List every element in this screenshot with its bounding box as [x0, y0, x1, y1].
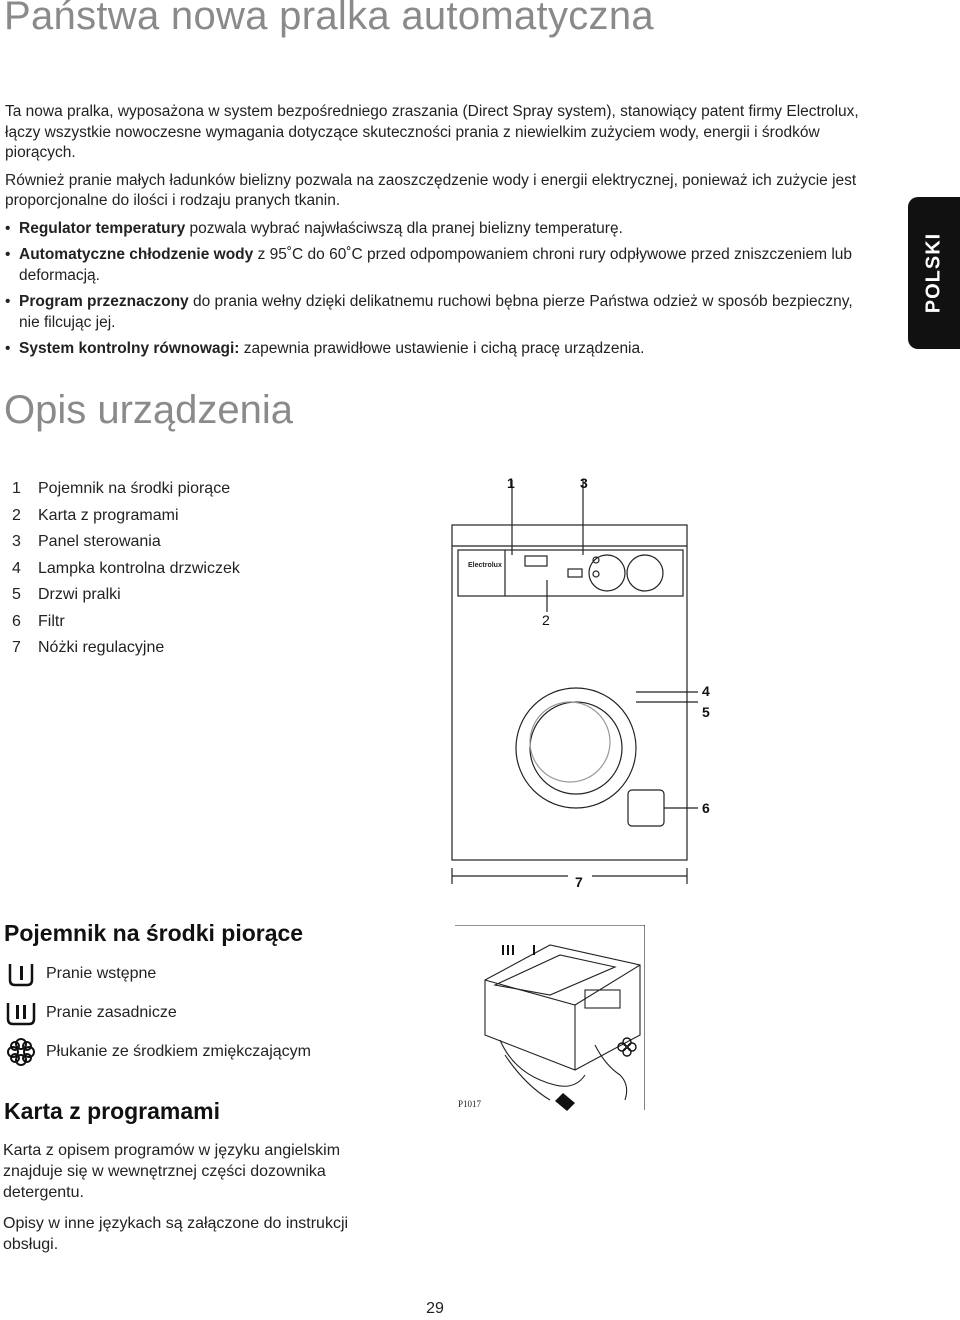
part-number: 3 — [12, 533, 21, 550]
callout-7: 7 — [575, 874, 583, 890]
parts-list — [12, 476, 240, 662]
program-card-text — [3, 1140, 403, 1265]
filter-cover — [628, 790, 664, 826]
feature-text: pozwala wybrać najwłaściwszą dla pranej bielizny temperaturę. — [185, 219, 623, 237]
callout-4: 4 — [702, 683, 710, 699]
program-card-title: Karta z programami — [4, 1098, 221, 1124]
part-number: 1 — [12, 480, 21, 497]
prewash-icon — [4, 960, 40, 988]
legend-label: Pranie zasadnicze — [46, 1004, 177, 1021]
legend-label: Płukanie ze środkiem zmiękczającym — [46, 1043, 311, 1060]
part-label: Lampka kontrolna drzwiczek — [38, 559, 240, 577]
feature-name: System kontrolny równowagi: — [19, 340, 240, 357]
legend-softener — [4, 1036, 311, 1068]
callout-5: 5 — [702, 704, 710, 720]
part-label: Panel sterowania — [38, 533, 161, 550]
feature-name: Regulator temperatury — [19, 219, 186, 237]
part-label: Filtr — [38, 612, 65, 630]
feature-text: do prania wełny dzięki delikatnemu ruchowi bębna pierze Państwa odzież w sposób bezpieczny, nie filcując jej. — [19, 293, 853, 331]
intro-paragraph: Ta nowa pralka, wyposażona w system bezpośredniego zraszania (Direct Spray system), stanowiący patent firmy Electrolux, łączy wszystkie nowoczesne wymagania dotyczące skuteczności prania z niewielkim zużyciem wody, energii i środków piorących. — [5, 103, 859, 161]
dispenser-title: Pojemnik na środki piorące — [4, 920, 304, 946]
callout-1: 1 — [507, 475, 515, 491]
list-item — [12, 635, 240, 662]
temperature-knob — [627, 555, 663, 591]
list-item — [5, 292, 865, 333]
washing-machine-diagram — [440, 470, 730, 895]
list-item — [12, 609, 240, 636]
list-item — [12, 503, 240, 530]
part-label: Drzwi pralki — [38, 586, 121, 603]
list-item — [12, 556, 240, 583]
feature-text: zapewnia prawidłowe ustawienie i cichą pracę urządzenia. — [239, 340, 645, 357]
callout-2: 2 — [542, 612, 550, 628]
part-number: 5 — [12, 586, 21, 603]
part-label: Pojemnik na środki piorące — [38, 480, 231, 497]
list-item — [5, 339, 865, 360]
program-card-paragraph: Karta z opisem programów w języku angielskim znajduje się w wewnętrznej części dozownika detergentu. — [3, 1142, 341, 1201]
list-item — [5, 245, 865, 286]
feature-text: z 95˚C do 60˚C przed odpompowaniem chroni rury odpływowe przed zniszczeniem lub deformacją. — [19, 246, 853, 284]
feature-name: Automatyczne chłodzenie wody — [19, 246, 254, 263]
mainwash-icon — [4, 999, 40, 1027]
list-item — [12, 582, 240, 609]
legend-label: Pranie wstępne — [46, 965, 157, 982]
door-glass — [530, 702, 622, 794]
callout-6: 6 — [702, 800, 710, 816]
feature-list — [5, 219, 865, 360]
section-title: Opis urządzenia — [4, 388, 294, 432]
language-tab — [908, 197, 960, 349]
figure-code: P1017 — [458, 1099, 482, 1109]
part-number: 4 — [12, 559, 21, 577]
program-knob — [589, 555, 625, 591]
feature-name: Program przeznaczony — [19, 293, 189, 310]
brand-label: Electrolux — [468, 562, 502, 569]
legend-prewash — [4, 958, 156, 990]
part-number: 2 — [12, 506, 21, 524]
part-number: 6 — [12, 612, 21, 630]
page-number: 29 — [426, 1300, 444, 1317]
legend-mainwash — [4, 997, 177, 1029]
intro-paragraph: Również pranie małych ładunków bielizny pozwala na zaoszczędzenie wody i energii elektrycznej, ponieważ ich zużycie jest proporcjonalne do ilości i rodzaju pranych tkanin. — [5, 171, 857, 209]
page-title: Państwa nowa pralka automatyczna — [4, 0, 654, 38]
control-panel — [458, 550, 683, 596]
intro-section — [5, 102, 865, 366]
dispenser-illustration — [455, 925, 645, 1115]
list-item — [5, 219, 865, 240]
part-label: Karta z programami — [38, 506, 179, 524]
language-tab-label: POLSKI — [922, 232, 945, 314]
list-item — [12, 476, 240, 503]
program-card-paragraph: Opisy w inne językach są załączone do instrukcji obsługi. — [3, 1215, 349, 1253]
callout-3: 3 — [580, 475, 588, 491]
part-label: Nóżki regulacyjne — [38, 639, 165, 656]
door-outer — [516, 688, 636, 808]
softener-icon — [4, 1038, 40, 1066]
list-item — [12, 529, 240, 556]
part-number: 7 — [12, 639, 21, 656]
